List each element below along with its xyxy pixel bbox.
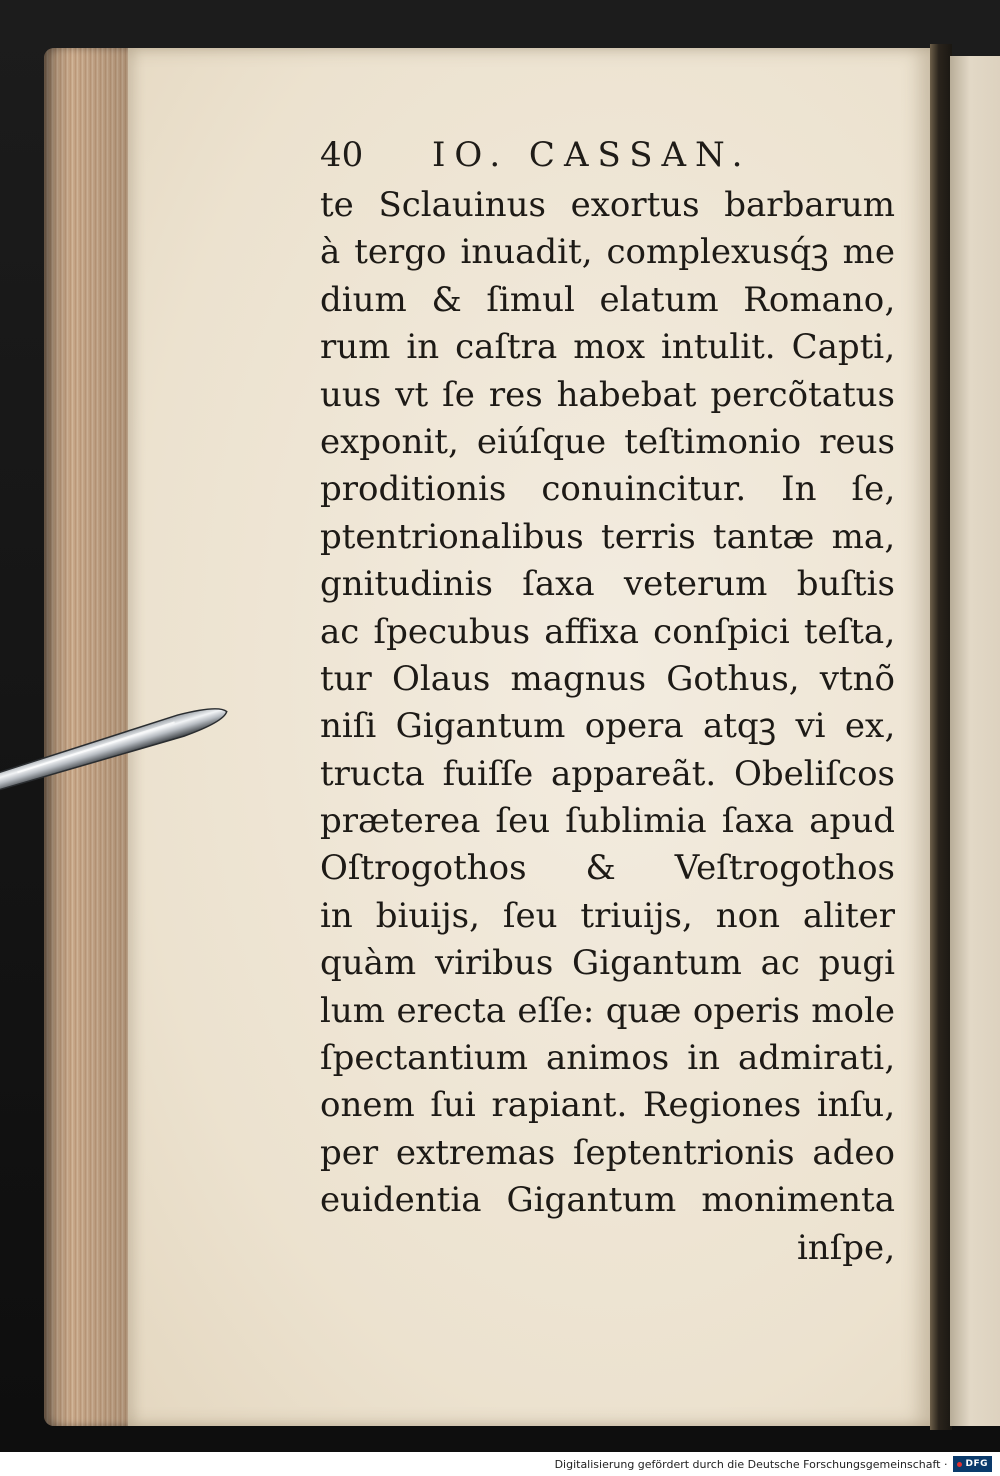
text-line: quàm viribus Gigantum ac pugi xyxy=(320,943,895,984)
text-line: ſpectantium animos in admirati‚ xyxy=(320,1038,895,1079)
text-line: præterea ſeu ſublimia ſaxa apud xyxy=(320,801,895,842)
text-line: niſi Gigantum opera atqꝫ vi ex‚ xyxy=(320,706,895,747)
catchword: inſpe‚ xyxy=(796,1227,895,1268)
text-line: ac ſpecubus affixa conſpici teſta‚ xyxy=(320,611,895,652)
text-line: euidentia Gigantum monimenta xyxy=(320,1180,895,1221)
page-number: 40 xyxy=(320,135,364,175)
text-line: in biuijs, ſeu triuijs, non aliter xyxy=(320,895,895,936)
text-line: à tergo inuadit, complexusq́ꝫ me xyxy=(320,232,895,273)
dfg-logo-dot-icon xyxy=(957,1462,962,1467)
text-line: tur Olaus magnus Gothus, vtnõ xyxy=(320,658,895,699)
text-line: per extremas ſeptentrionis adeo xyxy=(320,1132,895,1173)
text-line: Oſtrogothos & Veſtrogothos xyxy=(320,848,895,889)
text-line: exponit, eiúſque teſtimonio reus xyxy=(320,421,895,462)
text-line: rum in caſtra mox intulit. Capti‚ xyxy=(320,327,895,368)
text-line: onem ſui rapiant. Regiones inſu‚ xyxy=(320,1085,895,1126)
running-head-title: IO. CASSAN. xyxy=(432,135,752,175)
text-line: gnitudinis ſaxa veterum buſtis xyxy=(320,564,895,605)
text-line: lum erecta eſſe: quæ operis mole xyxy=(320,990,895,1031)
running-head xyxy=(320,128,895,182)
text-line: uus vt ſe res habebat percõtatus xyxy=(320,374,895,415)
footer-bar xyxy=(0,1452,1000,1476)
page-text-block xyxy=(320,128,895,1272)
text-line: ptentrionalibus terris tantæ ma‚ xyxy=(320,516,895,557)
dfg-logo-text: DFG xyxy=(965,1459,988,1469)
text-line: proditionis conuincitur. In ſe‚ xyxy=(320,469,895,510)
book-gutter xyxy=(930,44,952,1430)
facing-page-edge xyxy=(950,56,1000,1426)
text-line: te Sclauinus exortus barbarum xyxy=(320,185,895,225)
footer-credit: Digitalisierung gefördert durch die Deutsche Forschungsgemeinschaft · xyxy=(554,1457,948,1471)
text-line: dium & ſimul elatum Romano‚ xyxy=(320,279,895,320)
dfg-logo[interactable] xyxy=(953,1456,992,1472)
text-line: tructa fuiſſe appareãt. Obeliſcos xyxy=(320,753,895,794)
